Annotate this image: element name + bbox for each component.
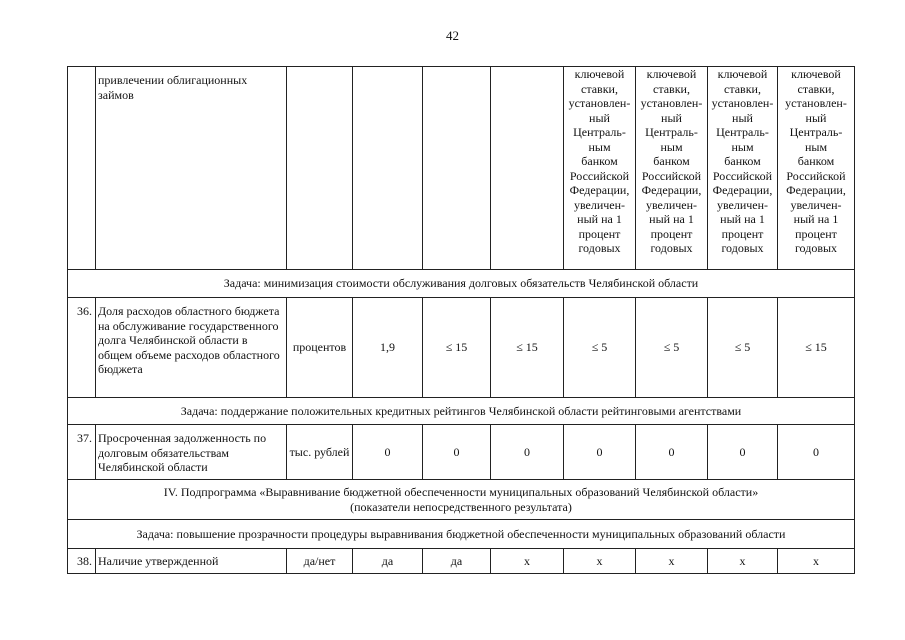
value-cell: 0	[778, 425, 855, 480]
value-cell: 0	[423, 425, 491, 480]
row-number-cell	[68, 67, 96, 270]
value-cell	[423, 67, 491, 270]
value-cell	[491, 67, 564, 270]
unit-cell: да/нет	[287, 549, 353, 574]
continuation-row	[68, 67, 855, 270]
value-cell: 0	[564, 425, 636, 480]
value-cell: ≤ 5	[636, 298, 708, 398]
value-cell: 0	[636, 425, 708, 480]
value-cell: да	[353, 549, 423, 574]
indicator-cell: Наличие утвержденной	[96, 549, 287, 574]
task-row	[68, 398, 855, 425]
indicators-table	[67, 66, 855, 574]
page-number: 42	[446, 28, 459, 43]
task-row	[68, 270, 855, 298]
value-cell: x	[491, 549, 564, 574]
rate-cell: ключевой ставки, установлен- ный Централь- ным банком Российской Федерации, увеличен- ный на 1 процент годовых	[636, 67, 708, 270]
indicator-cell: Доля расходов областного бюджета на обслуживание государственного долга Челябинской области в общем объеме расходов областного бюджета	[96, 298, 287, 398]
value-cell: x	[564, 549, 636, 574]
value-cell: x	[708, 549, 778, 574]
value-cell: 1,9	[353, 298, 423, 398]
indicator-cell: Просроченная задолженность по долговым обязательствам Челябинской области	[96, 425, 287, 480]
value-cell: 0	[353, 425, 423, 480]
indicator-cell: привлечении облигационных займов	[96, 67, 287, 270]
table-row	[68, 425, 855, 480]
value-cell	[353, 67, 423, 270]
rate-cell: ключевой ставки, установлен- ный Централь- ным банком Российской Федерации, увеличен- ный на 1 процент годовых	[708, 67, 778, 270]
row-number: 38.	[68, 549, 96, 574]
value-cell: ≤ 15	[491, 298, 564, 398]
subprogram-title: IV. Подпрограмма «Выравнивание бюджетной обеспеченности муниципальных образований Челябинской области»	[163, 485, 759, 499]
subprogram-row	[68, 480, 855, 520]
table-row	[68, 549, 855, 574]
subprogram-subtitle: (показатели непосредственного результата)	[350, 499, 572, 514]
value-cell: да	[423, 549, 491, 574]
task-row	[68, 520, 855, 549]
value-cell: x	[636, 549, 708, 574]
task-heading: Задача: повышение прозрачности процедуры выравнивания бюджетной обеспеченности муниципальных образований области	[68, 520, 855, 549]
row-number: 36.	[68, 298, 96, 398]
unit-cell: тыс. рублей	[287, 425, 353, 480]
subprogram-heading	[68, 480, 855, 520]
value-cell: ≤ 5	[708, 298, 778, 398]
rate-cell: ключевой ставки, установлен- ный Централь- ным банком Российской Федерации, увеличен- ный на 1 процент годовых	[778, 67, 855, 270]
unit-cell	[287, 67, 353, 270]
value-cell: 0	[491, 425, 564, 480]
value-cell: ≤ 5	[564, 298, 636, 398]
row-number: 37.	[68, 425, 96, 480]
value-cell: 0	[708, 425, 778, 480]
task-heading: Задача: минимизация стоимости обслуживания долговых обязательств Челябинской области	[68, 270, 855, 298]
value-cell: x	[778, 549, 855, 574]
task-heading: Задача: поддержание положительных кредитных рейтингов Челябинской области рейтинговыми агентствами	[68, 398, 855, 425]
table-row	[68, 298, 855, 398]
value-cell: ≤ 15	[423, 298, 491, 398]
unit-cell: процентов	[287, 298, 353, 398]
value-cell: ≤ 15	[778, 298, 855, 398]
rate-cell: ключевой ставки, установлен- ный Централь- ным банком Российской Федерации, увеличен- ный на 1 процент годовых	[564, 67, 636, 270]
